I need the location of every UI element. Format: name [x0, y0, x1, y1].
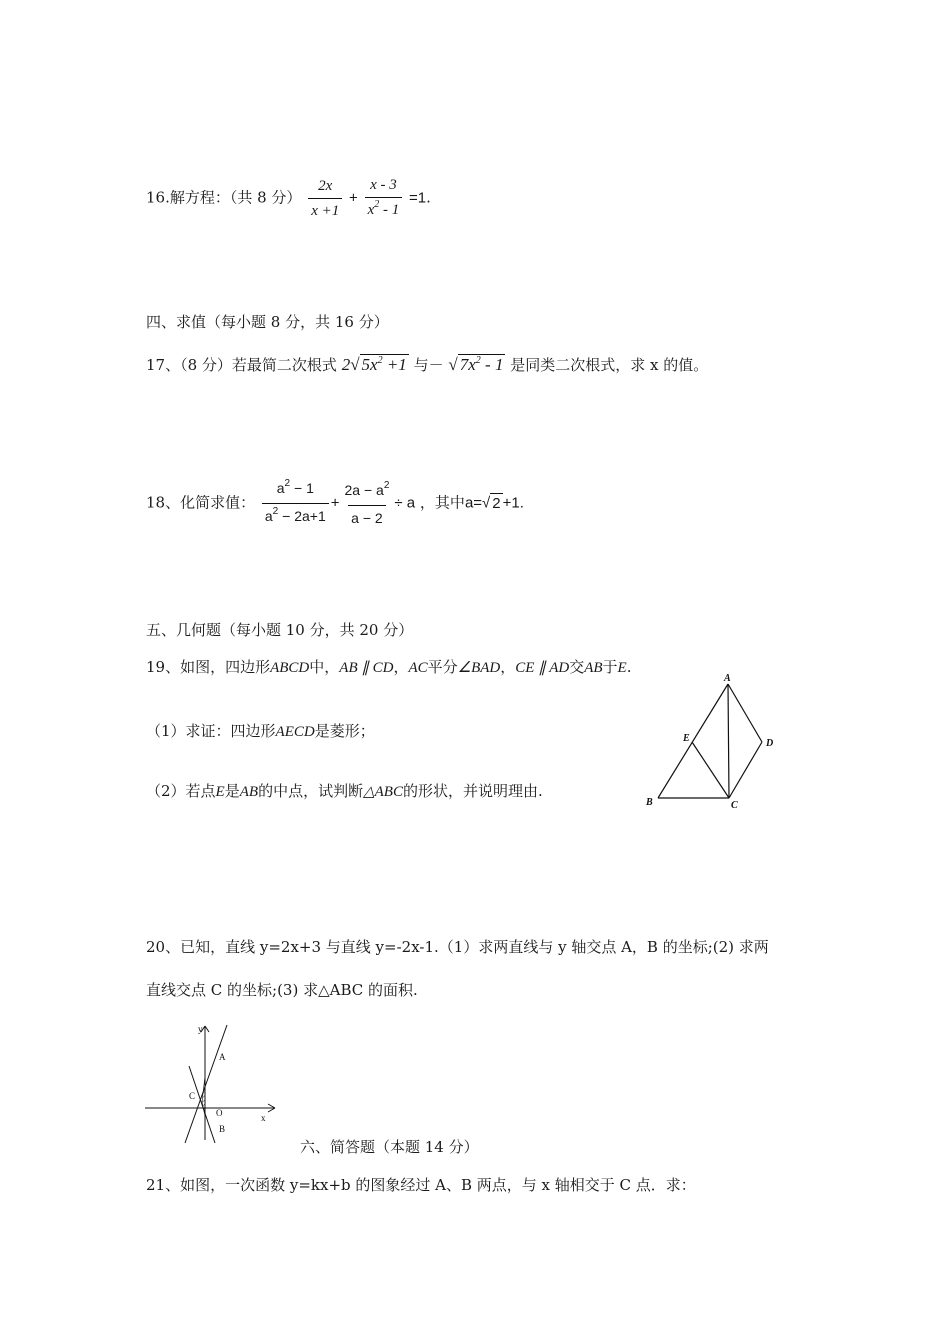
- q18-f1-num-tail: − 1: [290, 480, 314, 496]
- q18-cond-root: 2: [492, 494, 501, 512]
- q17-r2-tail: - 1: [480, 355, 504, 374]
- q19-text-6: 交: [569, 658, 585, 676]
- q19-geometry-figure: [640, 670, 790, 810]
- q19-parallel-1: ∥: [357, 660, 373, 676]
- question-17: [146, 354, 708, 378]
- q16-rhs: =1: [409, 189, 427, 207]
- q18-f2-num-exp: 2: [383, 479, 390, 491]
- q16-fraction-1: [308, 176, 342, 221]
- question-20-line-1: 20、已知，直线 y=2x+3 与直线 y=-2x-1.（1）求两直线与 y 轴交点 A，B 的坐标;(2) 求两: [146, 938, 769, 956]
- question-16: [146, 175, 431, 222]
- q16-fraction-2: [365, 175, 403, 222]
- q16-f2-numerator: x - 3: [370, 177, 397, 193]
- q18-f2-denominator: a − 2: [348, 505, 386, 528]
- q17-radical-1: [342, 355, 409, 374]
- q17-r1-coef: 2: [341, 355, 351, 374]
- q16-end: .: [426, 188, 431, 207]
- q17-r1-tail: +1: [382, 355, 407, 374]
- q19-part1-pre: （1）求证：四边形: [146, 722, 276, 740]
- q19-part1-post: 是菱形；: [314, 722, 375, 740]
- q20-fig-label-b: B: [219, 1124, 226, 1134]
- q17-radical-2: [448, 355, 505, 374]
- q18-f2-numerator: [342, 480, 393, 505]
- q18-divide: ÷ a: [394, 494, 416, 512]
- q19-math-e: E: [617, 660, 627, 676]
- q20-fig-label-x: x: [261, 1113, 266, 1123]
- q18-sqrt-sign: √: [482, 494, 491, 512]
- q19-text-5: ，: [500, 658, 516, 676]
- q18-f2-num-head: 2a − a: [344, 481, 384, 498]
- q17-r1-exp: 2: [377, 355, 383, 366]
- q19-part2-mid: 是: [224, 782, 240, 800]
- section-4-title: 四、求值（每小题 8 分，共 16 分）: [146, 313, 389, 331]
- q17-sqrt-sign-2: √: [448, 355, 458, 374]
- q19-part1-math: AECD: [275, 724, 315, 740]
- q16-f2-denominator: [365, 197, 403, 222]
- question-21: 21、如图，一次函数 y=kx+b 的图象经过 A、B 两点，与 x 轴相交于 C 点．求：: [146, 1176, 696, 1194]
- q16-f1-denominator: x +1: [308, 198, 342, 221]
- question-19-line-1: [146, 657, 632, 678]
- q16-f2-den-base: x: [367, 202, 375, 218]
- q18-condition-text: ，其中: [419, 493, 465, 512]
- q17-suffix: 是同类二次根式，求 x 的值。: [510, 356, 709, 374]
- q19-part2-mid2: 的中点，试判断: [258, 782, 364, 800]
- q19-text-1: 19、如图，四边形: [146, 658, 271, 676]
- q18-f1-denominator: [262, 503, 329, 529]
- section-5-title: 五、几何题（每小题 10 分，共 20 分）: [146, 621, 414, 639]
- q18-f1-den-tail: − 2a+1: [278, 508, 326, 524]
- q19-math-ce: CE: [515, 660, 535, 676]
- q19-part2-pre: （2）若点: [146, 782, 216, 800]
- q18-f1-den-base: a: [264, 508, 273, 524]
- q20-fig-label-c: C: [189, 1091, 196, 1101]
- q19-part2-e: E: [215, 784, 225, 800]
- q16-plus: +: [349, 189, 358, 207]
- q17-mid: 与－: [413, 356, 444, 374]
- q19-text-2: 中，: [309, 658, 340, 676]
- q19-text-4: 平分: [427, 658, 458, 676]
- q16-label: 16.解方程：（共 8 分）: [146, 188, 302, 207]
- q18-label: 18、化简求值：: [146, 493, 256, 512]
- q18-cond-tail: +1.: [502, 494, 524, 512]
- q17-prefix: 17、（8 分）若最简二次根式: [146, 356, 337, 374]
- q19-text-7: 于: [602, 658, 618, 676]
- q19-fig-label-e: E: [683, 733, 690, 744]
- q19-math-ab-2: AB: [584, 660, 603, 676]
- q19-parallel-2: ∥: [534, 660, 550, 676]
- q18-cond-a: a=: [464, 494, 483, 512]
- q19-fig-label-c: C: [731, 800, 738, 810]
- question-20-line-2: 直线交点 C 的坐标;(3) 求△ABC 的面积.: [146, 981, 418, 999]
- question-19-part-2: [146, 781, 543, 802]
- q16-f1-numerator: 2x: [318, 178, 333, 194]
- q19-math-ab: AB: [339, 660, 358, 676]
- q19-text-3: ，: [393, 658, 409, 676]
- q17-sqrt-sign-1: √: [350, 355, 360, 374]
- q20-fig-label-a: A: [219, 1052, 226, 1062]
- q19-math-ad: AD: [549, 660, 570, 676]
- q19-math-ac: AC: [408, 660, 428, 676]
- q18-fraction-1: [262, 478, 329, 529]
- question-18: [146, 478, 524, 529]
- q19-part2-triangle: △ABC: [363, 784, 403, 800]
- q19-fig-label-b: B: [646, 797, 653, 808]
- q19-fig-label-d: D: [766, 738, 774, 749]
- q20-graph-figure: [140, 1020, 290, 1145]
- q19-math-angle: ∠BAD: [457, 660, 501, 676]
- q20-fig-label-y: y: [198, 1024, 203, 1034]
- q19-math-cd: CD: [372, 660, 394, 676]
- q19-math-abcd: ABCD: [270, 660, 310, 676]
- question-19-part-1: [146, 721, 375, 742]
- q18-f1-num-base: a: [276, 480, 285, 496]
- q18-fraction-2: [342, 480, 393, 528]
- q17-r1-base: 5x: [361, 355, 378, 374]
- q19-text-8: .: [626, 658, 632, 676]
- q19-part2-ab: AB: [239, 784, 259, 800]
- q18-plus: +: [330, 494, 340, 512]
- q19-fig-label-a: A: [724, 673, 731, 684]
- q20-fig-label-o: O: [216, 1108, 223, 1118]
- q18-f1-numerator: [274, 478, 317, 503]
- q19-part2-post: 的形状，并说明理由.: [402, 782, 543, 800]
- q17-r2-base: 7x: [459, 355, 476, 374]
- q18-f1-num-exp: 2: [284, 478, 291, 489]
- section-6-title: 六、简答题（本题 14 分）: [300, 1138, 479, 1156]
- q16-f2-den-tail: - 1: [379, 202, 400, 218]
- q17-r2-exp: 2: [475, 355, 481, 366]
- q18-f1-den-exp: 2: [272, 506, 279, 517]
- q16-f2-den-exp: 2: [374, 199, 380, 210]
